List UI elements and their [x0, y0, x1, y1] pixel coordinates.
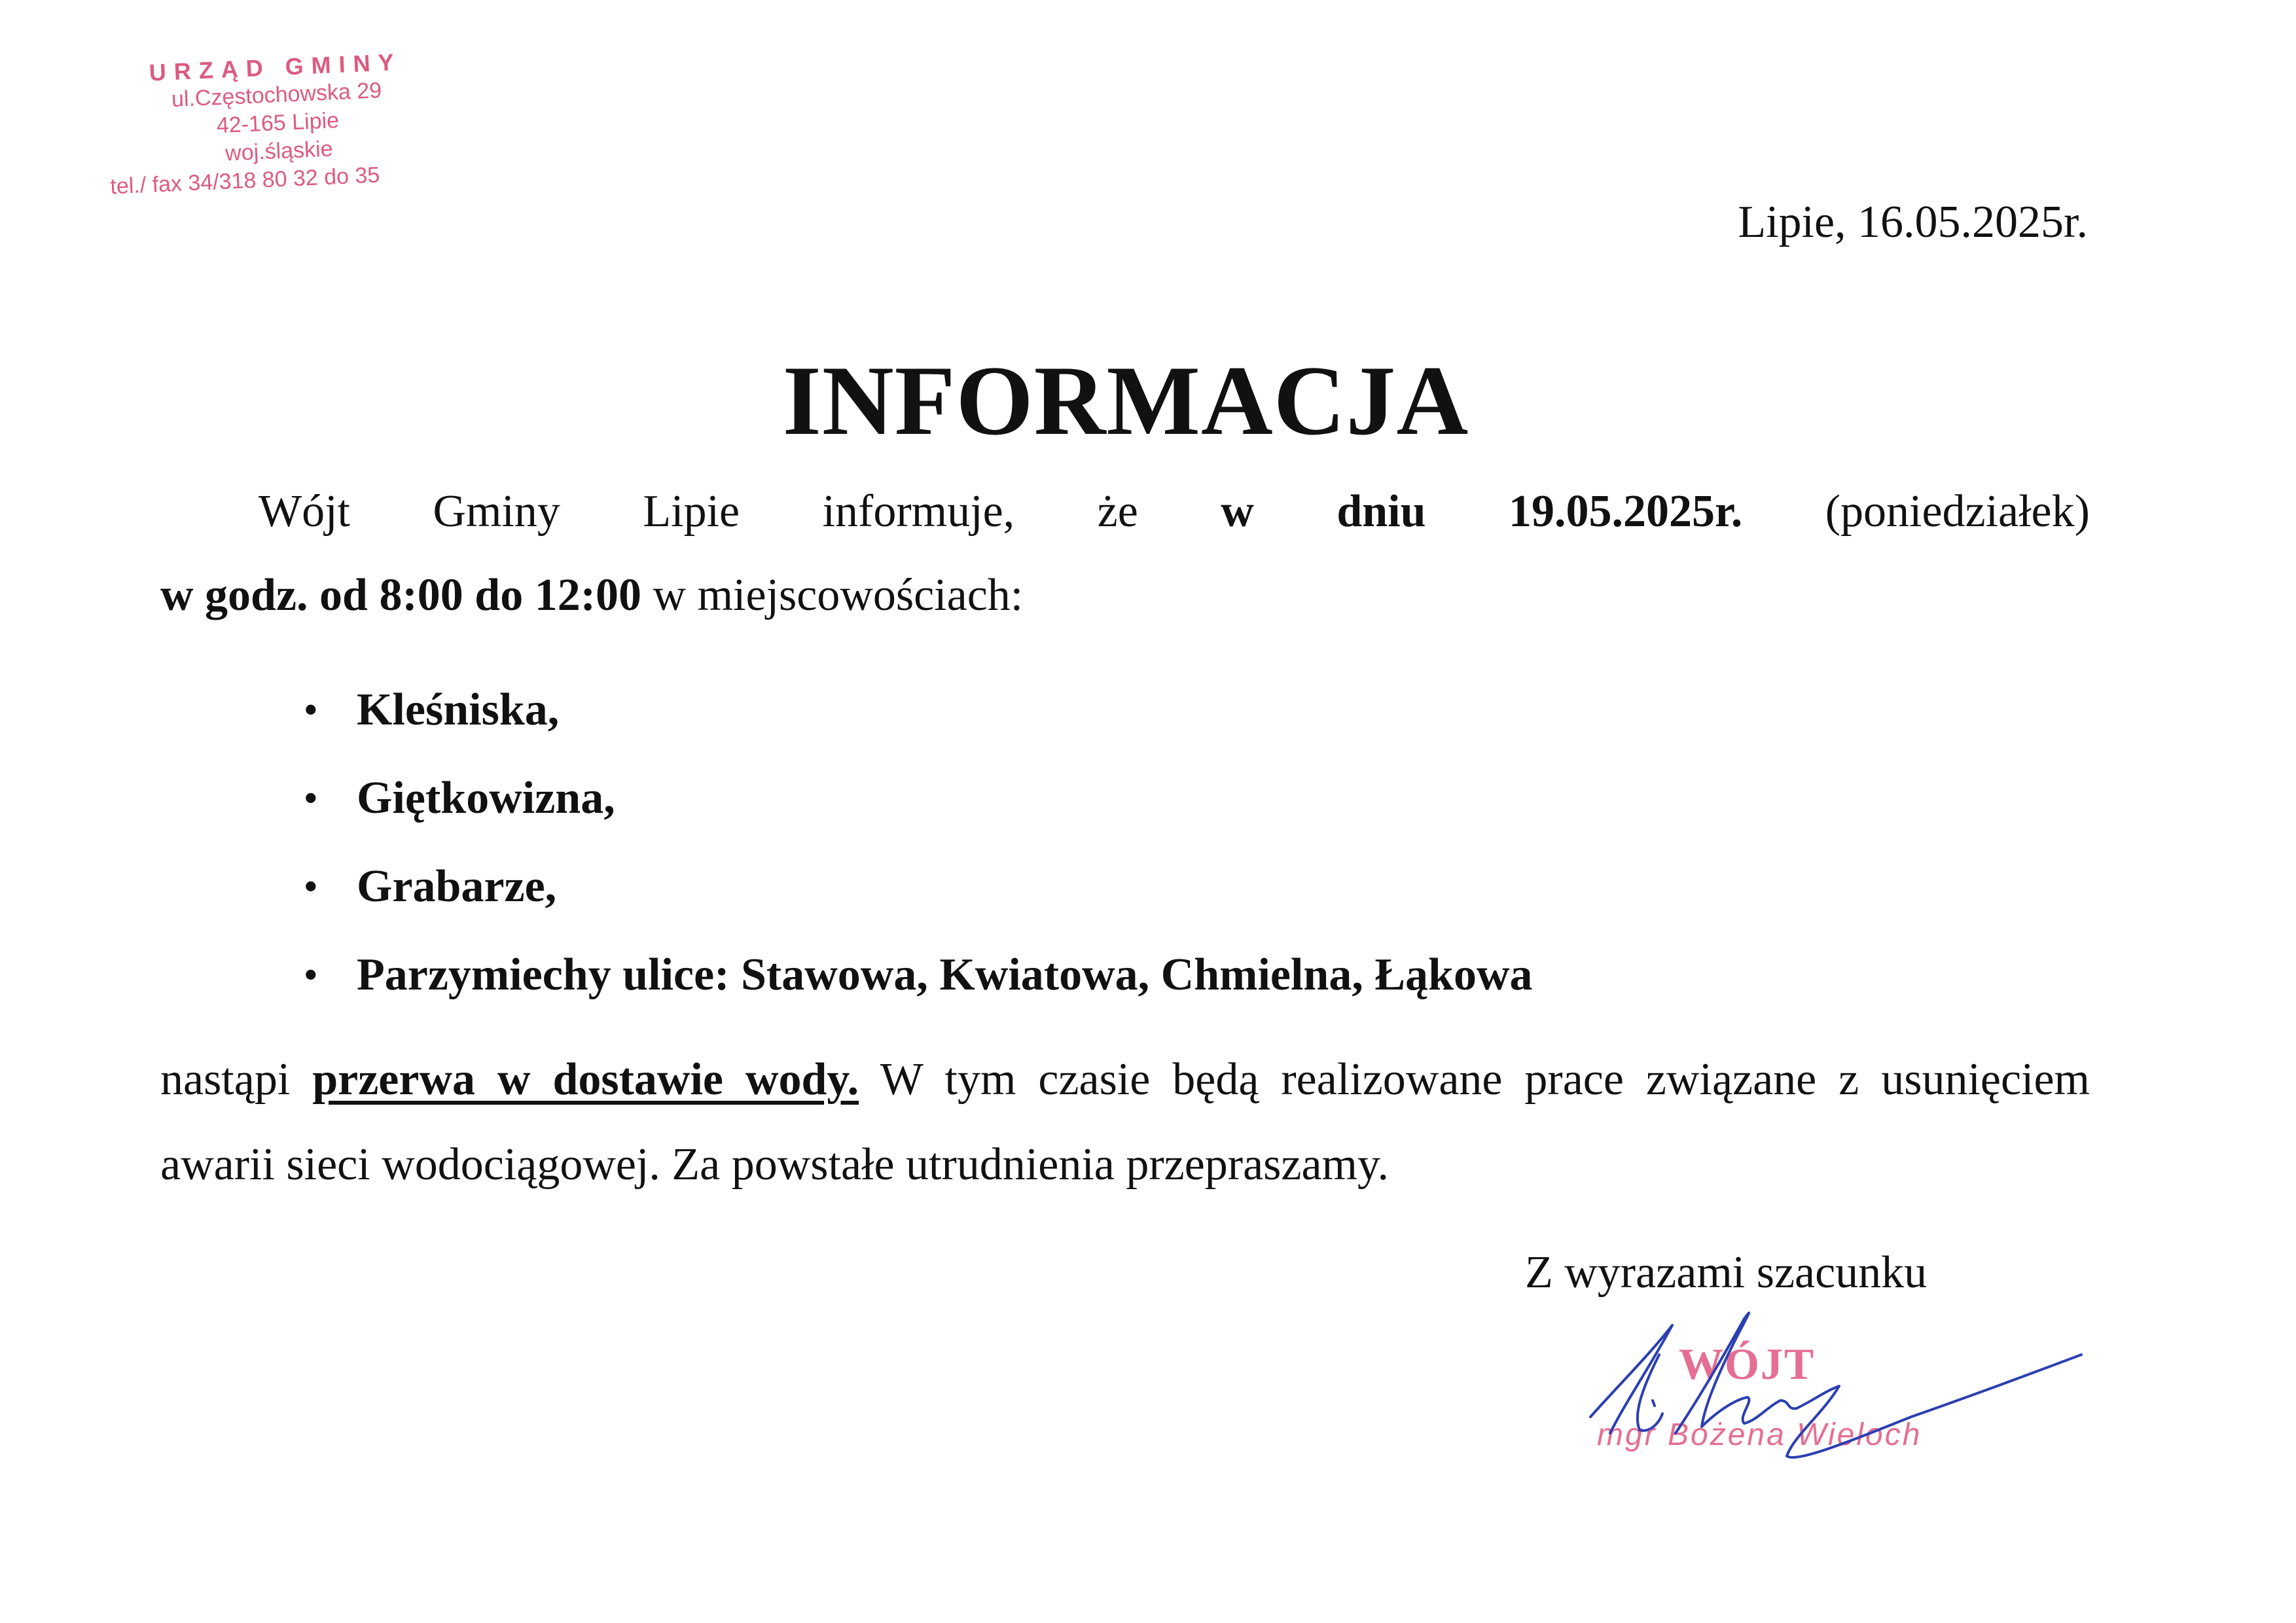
bullet-icon: •	[304, 778, 317, 819]
document-title: INFORMACJA	[782, 346, 1469, 455]
list-item	[304, 946, 1533, 1034]
stamp-postal: 42-165 Lipie	[216, 107, 340, 139]
locations-list	[304, 681, 1533, 1034]
word: Wójt	[259, 486, 350, 537]
paragraph1-line2	[160, 569, 1023, 622]
list-item	[304, 857, 1533, 946]
location-label: Parzymiechy ulice: Stawowa, Kwiatowa, Chmielna, Łąkowa	[357, 950, 1533, 1000]
word: informuje,	[822, 486, 1015, 537]
signature-stamp-title: WÓJT	[1679, 1339, 1816, 1389]
word: Lipie	[643, 486, 740, 537]
document-date: Lipie, 16.05.2025r.	[1738, 197, 2088, 247]
signature-stamp-name: mgr Bożena Wieloch	[1597, 1418, 1922, 1452]
paragraph1-line1	[259, 486, 2090, 538]
bullet-icon: •	[304, 955, 317, 995]
location-label: Giętkowizna,	[357, 773, 615, 823]
weekday: (poniedziałek)	[1825, 486, 2090, 537]
list-item	[304, 769, 1533, 857]
paragraph2-line2: awarii sieci wodociągowej. Za powstałe utrudnienia przepraszamy.	[160, 1139, 1389, 1190]
word-bold: w	[1221, 486, 1254, 537]
list-item	[304, 681, 1533, 769]
stamp-voivodeship: woj.śląskie	[224, 136, 334, 166]
paragraph2-line1	[160, 1054, 2090, 1106]
closing-salutation: Z wyrazami szacunku	[1525, 1247, 1928, 1298]
paragraph2-prefix: nastąpi	[160, 1054, 313, 1105]
bullet-icon: •	[304, 690, 317, 730]
office-stamp	[111, 46, 444, 201]
location-label: Kleśniska,	[357, 685, 560, 735]
bullet-icon: •	[304, 866, 317, 907]
location-label: Grabarze,	[357, 861, 557, 912]
outage-date: 19.05.2025r.	[1509, 486, 1743, 537]
stamp-office-name: URZĄD GMINY	[148, 48, 403, 86]
stamp-phone: tel./ fax 34/318 80 32 do 35	[109, 162, 380, 200]
paragraph2-rest: W tym czasie będą realizowane prace związane z usunięciem	[859, 1054, 2090, 1105]
word-bold: dniu	[1336, 486, 1426, 537]
outage-hours: w godz. od 8:00 do 12:00	[160, 570, 642, 620]
paragraph1-line2-rest: w miejscowościach:	[641, 570, 1024, 620]
word: Gminy	[433, 486, 560, 537]
water-outage-emphasis: przerwa w dostawie wody.	[312, 1054, 859, 1105]
word: że	[1097, 486, 1138, 537]
handwritten-signature-icon	[1571, 1302, 2108, 1479]
stamp-street: ul.Częstochowska 29	[171, 78, 382, 113]
